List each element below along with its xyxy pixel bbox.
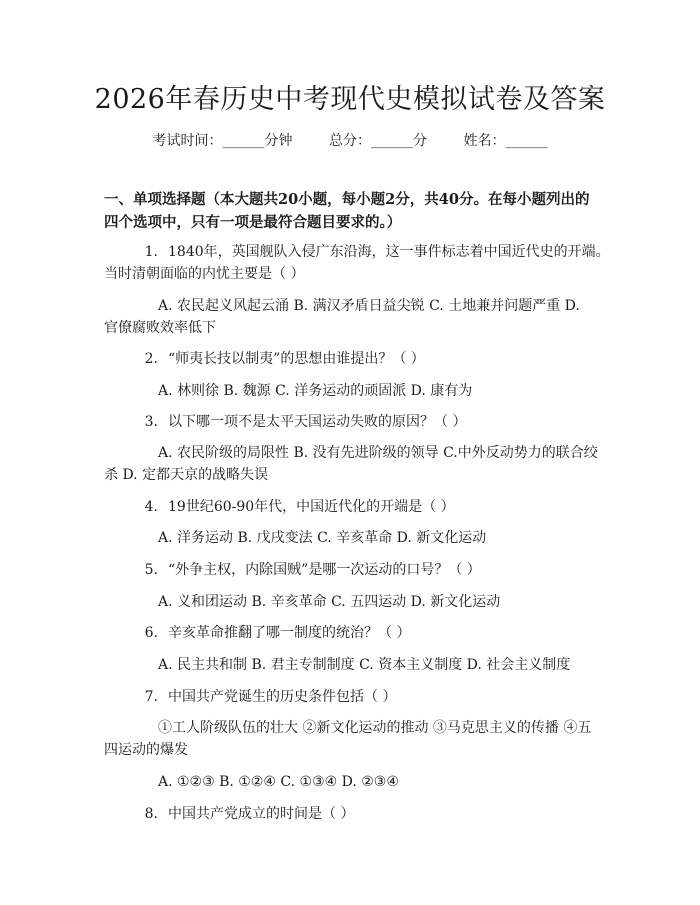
question-5-options: A. 义和团运动 B. 辛亥革命 C. 五四运动 D. 新文化运动: [158, 594, 501, 610]
page-title: 2026年春历史中考现代史模拟试卷及答案: [94, 84, 606, 115]
question-1-stem: 1. 1840年，英国舰队入侵广东沿海，这一事件标志着中国近代史的开端。: [144, 244, 610, 260]
question-4-options: A. 洋务运动 B. 戊戌变法 C. 辛亥革命 D. 新文化运动: [158, 530, 487, 546]
question-7-options: A. ①②③ B. ①②④ C. ①③④ D. ②③④: [158, 774, 399, 790]
exam-time-field: 考试时间：______分钟: [152, 133, 293, 149]
question-1-stem-cont: 当时清朝面临的内忧主要是（ ）: [104, 266, 305, 282]
question-1-options-cont: 官僚腐败效率低下: [104, 320, 216, 336]
question-8-stem: 8. 中国共产党成立的时间是（ ）: [144, 806, 355, 822]
total-score-field: 总分：______分: [329, 133, 427, 149]
student-name-field: 姓名：______: [463, 133, 548, 149]
question-2-options: A. 林则徐 B. 魏源 C. 洋务运动的顽固派 D. 康有为: [158, 383, 473, 399]
question-5-stem: 5. “外争主权，内除国贼”是哪一次运动的口号？（ ）: [144, 562, 481, 578]
question-3-stem: 3. 以下哪一项不是太平天国运动失败的原因？（ ）: [144, 414, 467, 430]
section-heading: 一、单项选择题（本大题共20小题，每小题2分，共40分。在每小题列出的四个选项中，只有一项是最符合题目要求的。）: [104, 191, 590, 231]
question-4-stem: 4. 19世纪60-90年代，中国近代化的开端是（ ）: [144, 499, 455, 515]
question-6-stem: 6. 辛亥革命推翻了哪一制度的统治？（ ）: [144, 625, 411, 641]
question-2-stem: 2. “师夷长技以制夷”的思想由谁提出？（ ）: [144, 351, 425, 367]
question-1-options: A. 农民起义风起云涌 B. 满汉矛盾日益尖锐 C. 土地兼并问题严重 D.: [158, 298, 580, 314]
question-6-options: A. 民主共和制 B. 君主专制制度 C. 资本主义制度 D. 社会主义制度: [158, 657, 571, 673]
question-7-stem: 7. 中国共产党诞生的历史条件包括（ ）: [144, 689, 397, 705]
question-7-items-cont: 四运动的爆发: [104, 742, 188, 758]
question-7-items: ①工人阶级队伍的壮大 ②新文化运动的推动 ③马克思主义的传播 ④五: [158, 720, 592, 736]
question-3-options: A. 农民阶级的局限性 B. 没有先进阶级的领导 C.中外反动势力的联合绞: [158, 445, 598, 461]
exam-meta: [0, 129, 700, 153]
question-3-options-cont: 杀 D. 定都天京的战略失误: [104, 467, 269, 483]
